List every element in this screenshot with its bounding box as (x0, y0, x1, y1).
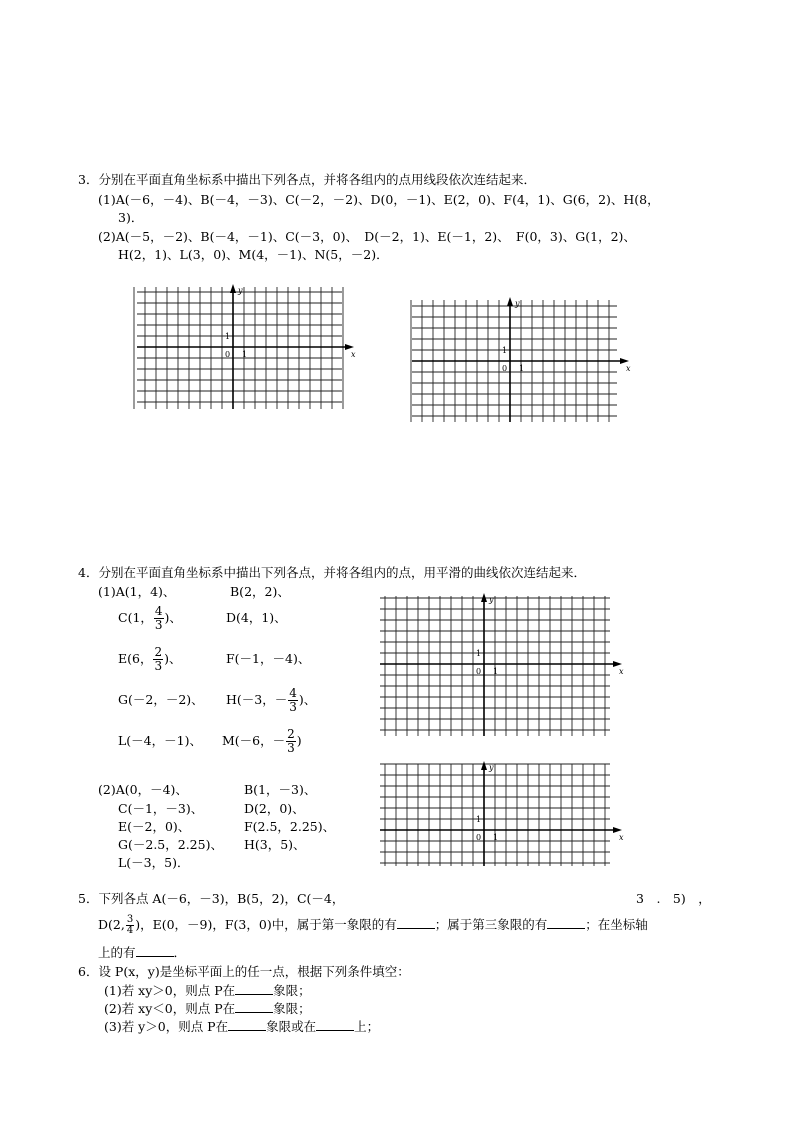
y-axis-arrow-icon (507, 297, 513, 306)
grid-lines (380, 596, 610, 736)
grid-lines (134, 287, 343, 409)
q6-sub3: (3)若 y＞0，则点 P在 象限或在 上； (104, 1019, 380, 1034)
coordinate-grid-4 (376, 760, 626, 870)
unit-label-x: 1 (493, 667, 499, 676)
q4-point-d: D(4，1)、 (226, 610, 287, 625)
unit-label-x: 1 (242, 350, 248, 359)
answer-blank-q6-2[interactable] (235, 1001, 273, 1013)
q4-title: 4．分别在平面直角坐标系中描出下列各点，并将各组内的点，用平滑的曲线依次连结起来． (78, 565, 586, 580)
q4-point-f: F(－1，－4)、 (226, 651, 311, 666)
q4-s2-point-l: L(－3，5)． (118, 855, 190, 870)
q5-line1-tail: 3 . 5) ， (636, 891, 711, 906)
y-axis-label: y (489, 595, 494, 604)
x-axis-label: x (619, 667, 624, 676)
answer-blank-q6-3b[interactable] (316, 1019, 354, 1031)
y-axis-label: y (489, 763, 494, 772)
q4-s2-point-b: B(1，－3)、 (244, 782, 317, 797)
q4-point-a: (1)A(1，4)、 (98, 584, 176, 599)
grid-lines (380, 764, 610, 866)
origin-label: 0 (476, 667, 482, 676)
unit-label-x: 1 (519, 364, 525, 373)
q3-group2-line2: H(2，1)、L(3，0)、M(4，－1)、N(5，－2)． (118, 247, 389, 262)
q5-line1: 5．下列各点 A(－6，－3)，B(5，2)，C(－4， (78, 891, 345, 906)
q3-group1-line2: 3)． (118, 210, 144, 225)
y-axis-arrow-icon (481, 761, 487, 770)
origin-label: 0 (502, 364, 508, 373)
unit-label-y: 1 (225, 332, 231, 341)
y-axis-label: y (238, 286, 243, 295)
coordinate-grid-2 (408, 296, 633, 426)
unit-label-y: 1 (476, 815, 482, 824)
x-axis-label: x (619, 833, 624, 842)
unit-label-y: 1 (476, 649, 482, 658)
q4-point-g: G(－2，－2)、 (118, 692, 204, 707)
q4-s2-point-f: F(2.5，2.25)、 (244, 819, 336, 834)
coordinate-grid-3 (376, 592, 626, 740)
answer-blank-on-axis[interactable] (136, 945, 174, 957)
q3-group1-line1: (1)A(－6，－4)、B(－4，－3)、C(－2，－2)、D(0，－1)、E(2，0)、F(4，1)、G(6，2)、H(8， (98, 192, 660, 207)
origin-label: 0 (225, 350, 231, 359)
q4-s2-point-a: (2)A(0，－4)、 (98, 782, 188, 797)
q4-s2-point-h: H(3，5)、 (244, 837, 306, 852)
q3-group2-line1: (2)A(－5，－2)、B(－4，－1)、C(－3，0)、 D(－2，1)、E(－1，2)、 F(0，3)、G(1，2)、 (98, 229, 636, 244)
q4-point-b: B(2，2)、 (230, 584, 290, 599)
q6-sub1: (1)若 xy＞0，则点 P在 象限； (104, 983, 311, 998)
answer-blank-third-quadrant[interactable] (547, 917, 585, 929)
origin-label: 0 (476, 833, 482, 842)
q6-title: 6．设 P(x，y)是坐标平面上的任一点，根据下列条件填空： (78, 964, 410, 979)
answer-blank-first-quadrant[interactable] (397, 917, 435, 929)
y-axis-arrow-icon (230, 284, 236, 293)
q4-point-e: E(6， $\frac{2}{3}$ )、 (118, 645, 182, 673)
answer-blank-q6-1[interactable] (235, 983, 273, 995)
x-axis-label: x (626, 364, 631, 373)
q4-point-c: C(1， $\frac{4}{3}$ )、 (118, 604, 182, 632)
q3-title: 3．分别在平面直角坐标系中描出下列各点，并将各组内的点用线段依次连结起来． (78, 172, 536, 187)
y-axis-arrow-icon (481, 593, 487, 602)
y-axis-label: y (515, 299, 520, 308)
q4-s2-point-e: E(－2，0)、 (118, 819, 191, 834)
x-axis-label: x (351, 350, 356, 359)
unit-label-y: 1 (502, 346, 508, 355)
q4-point-h: H(－3，－ $\frac{4}{3}$ )、 (226, 686, 317, 714)
q4-point-m: M(－6，－ $\frac{2}{3}$ ) (222, 727, 302, 755)
q4-s2-point-d: D(2，0)、 (244, 801, 305, 816)
q4-s2-point-c: C(－1，－3)、 (118, 801, 204, 816)
coordinate-grid-1 (133, 283, 358, 413)
q6-sub2: (2)若 xy＜0，则点 P在 象限； (104, 1001, 311, 1016)
q5-line2: D(2, $\frac{3}{4}$ )，E(0，－9)，F(3，0)中，属于第一象限的有 ；属于第三象限的有 ；在坐标轴 (98, 914, 648, 936)
q5-line3: 上的有 ． (98, 945, 187, 960)
q4-s2-point-g: G(－2.5，2.25)、 (118, 837, 223, 852)
unit-label-x: 1 (493, 833, 499, 842)
q4-point-l: L(－4，－1)、 (118, 733, 202, 748)
answer-blank-q6-3a[interactable] (228, 1019, 266, 1031)
